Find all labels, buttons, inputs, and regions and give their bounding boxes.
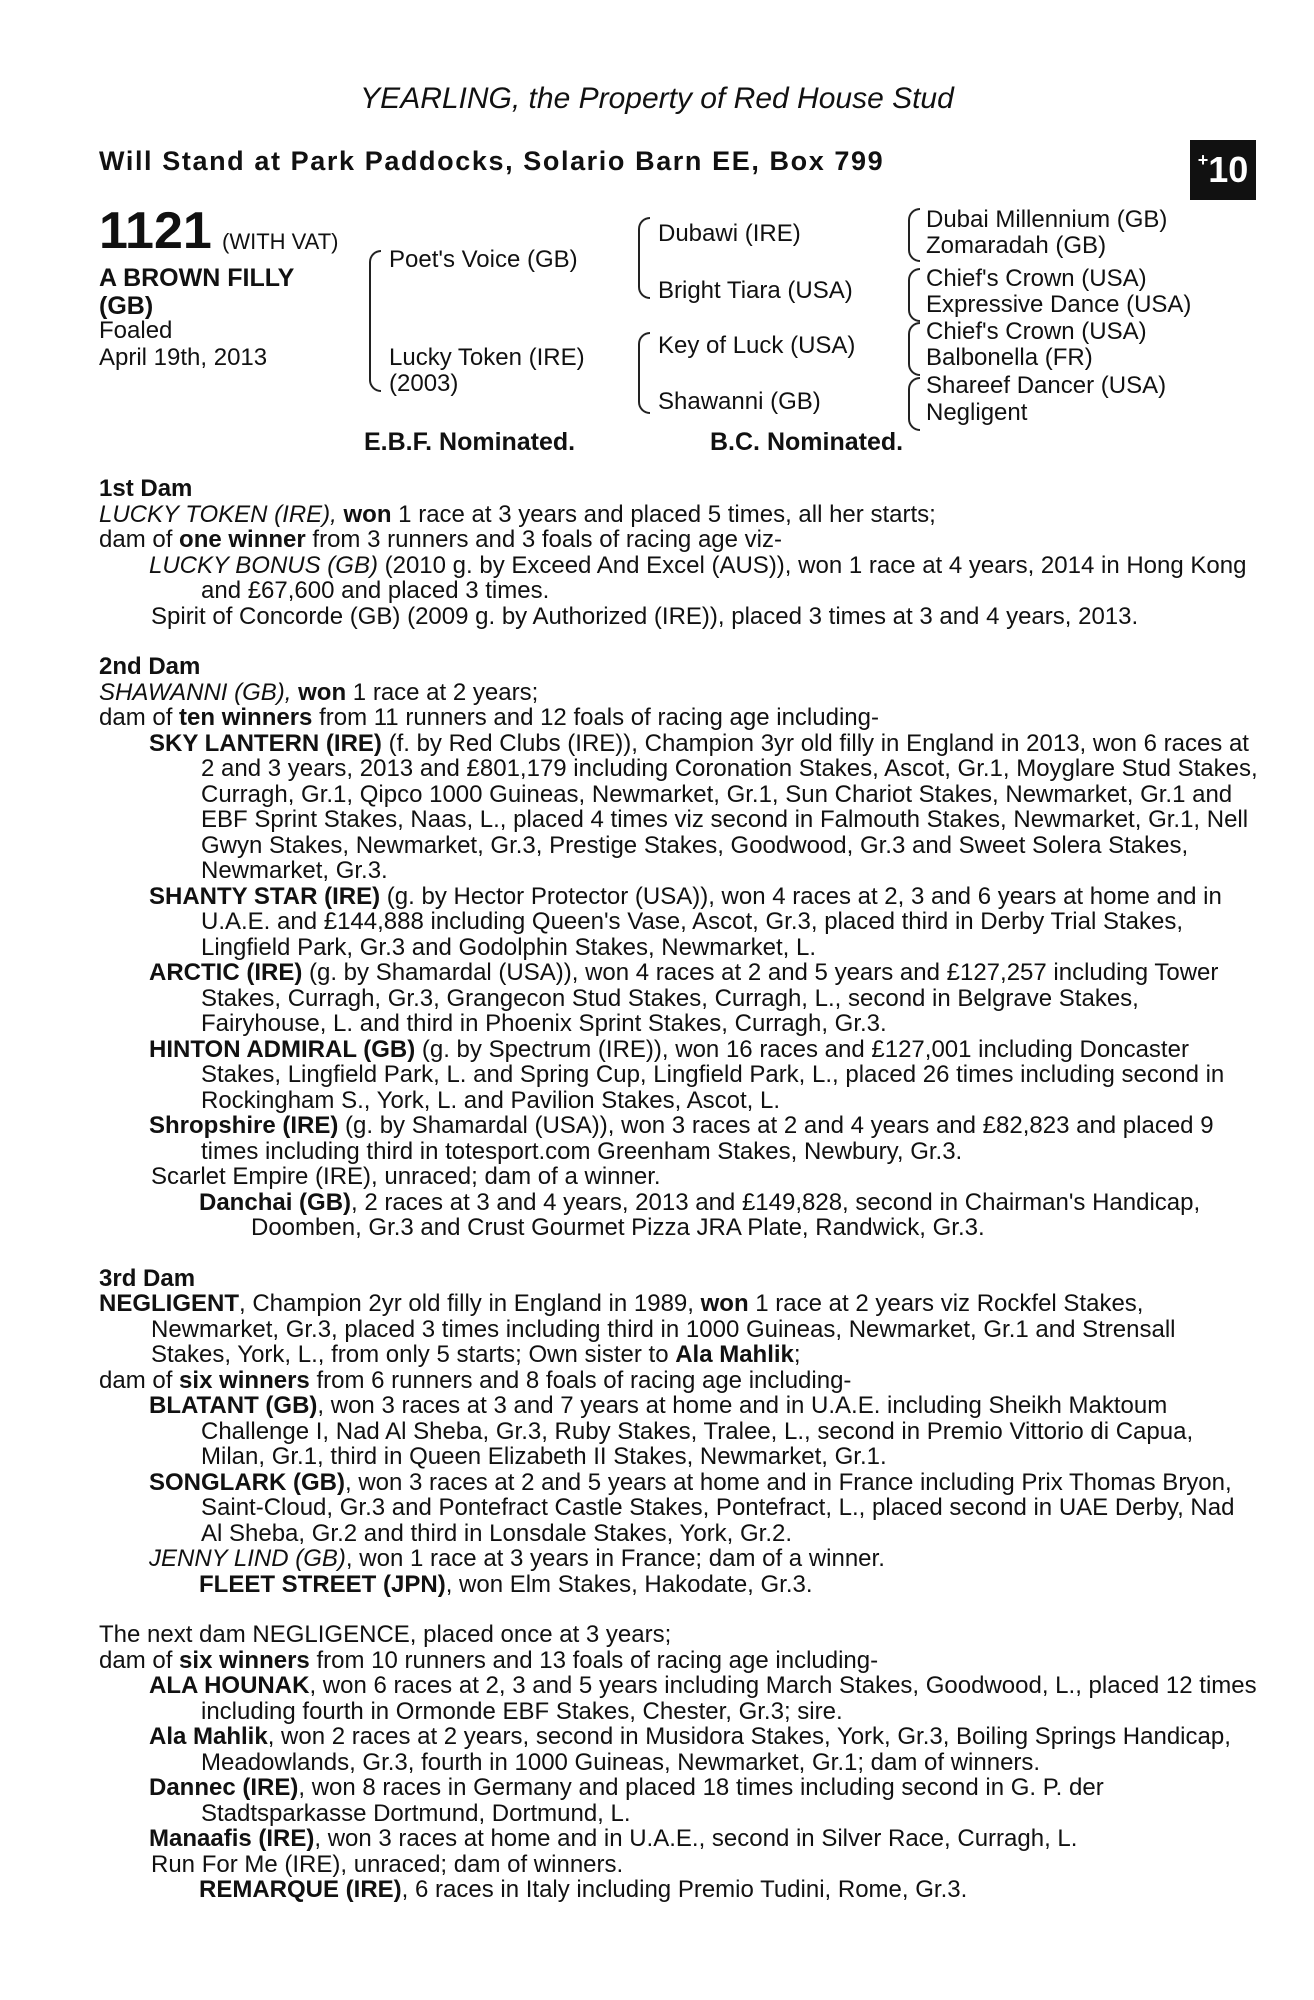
- horse-name: Shropshire (IRE): [149, 1112, 339, 1139]
- horse-name: Manaafis (IRE): [149, 1825, 315, 1852]
- pedigree-ssd: Zomaradah (GB): [926, 232, 1107, 259]
- produce-entry: [99, 1572, 1259, 1598]
- produce-entry: [99, 1190, 1259, 1241]
- pedigree-brace-g2: [908, 268, 920, 322]
- pedigree-brace-dam-parents: [638, 332, 650, 414]
- next-dam-produce-summary: [99, 1648, 1259, 1674]
- text: , won Elm Stakes, Hakodate, Gr.3.: [445, 1570, 813, 1598]
- text: (g. by Hector Protector (USA)), won 4 races at 2, 3 and 6 years at home and in U.A.E. and £144,888 including Queen's Vase, Ascot, Gr.3, placed third in Derby Trial Stakes, Lingfield Park, Gr.3 and Godolphin Stakes, Newmarket, L.: [201, 882, 1222, 961]
- produce-entry: [99, 1724, 1259, 1775]
- text: dam of: [99, 1646, 180, 1674]
- horse-name: FLEET STREET (JPN): [199, 1570, 446, 1598]
- third-dam-heading: 3rd Dam: [99, 1264, 196, 1292]
- pedigree-sdd: Expressive Dance (USA): [926, 291, 1192, 318]
- horse-name: REMARQUE (IRE): [199, 1876, 402, 1903]
- text: from 6 runners and 8 foals of racing age including-: [309, 1366, 852, 1394]
- text: dam of: [99, 704, 180, 731]
- lot-description-line1: A BROWN FILLY: [99, 264, 295, 292]
- first-dam-produce-summary: [99, 527, 1259, 553]
- text: 1 race at 3 years and placed 5 times, all her starts;: [391, 500, 936, 528]
- text: , 6 races in Italy including Premio Tudini, Rome, Gr.3.: [401, 1876, 968, 1903]
- text: (g. by Shamardal (USA)), won 4 races at 2 and 5 years and £127,257 including Tower Stakes, Curragh, Gr.3, Grangecon Stud Stakes, Curragh, L., second in Belgrave Stakes, Fairyhouse, L. and third in Phoenix Sprint Stakes, Curragh, Gr.3.: [201, 959, 1219, 1037]
- page-title: YEARLING, the Property of Red House Stud: [360, 82, 954, 115]
- lot-number: 1121: [99, 202, 212, 260]
- foaled-info: [99, 317, 267, 371]
- produce-entry: [99, 731, 1259, 884]
- pedigree-brace-g4: [908, 377, 920, 431]
- text: 1 race at 2 years viz Rockfel Stakes, Newmarket, Gr.3, placed 3 times including third in 1000 Guineas, Newmarket, Gr.1 and Strensall Stakes, York, L., from only 5 starts; Own sister to: [151, 1290, 1176, 1368]
- horse-name: ALA HOUNAK: [149, 1672, 310, 1699]
- pedigree-dam-year: (2003): [389, 370, 459, 397]
- horse-name: SONGLARK (GB): [149, 1468, 345, 1496]
- pedigree-sire-sire: Dubawi (IRE): [658, 220, 801, 247]
- dam-name: LUCKY TOKEN (IRE),: [99, 500, 337, 528]
- sister-name: Ala Mahlik: [675, 1341, 794, 1368]
- text: dam of: [99, 526, 180, 553]
- horse-name: JENNY LIND (GB): [149, 1545, 346, 1572]
- produce-entry: [99, 1546, 1259, 1572]
- next-dam-line: The next dam NEGLIGENCE, placed once at 3 years;: [99, 1621, 672, 1648]
- text: , won 3 races at home and in U.A.E., second in Silver Race, Curragh, L.: [314, 1825, 1078, 1852]
- text: , won 1 race at 3 years in France; dam of a winner.: [345, 1545, 885, 1572]
- first-dam-line: [99, 502, 1259, 528]
- horse-name: ARCTIC (IRE): [149, 959, 303, 986]
- winner-count: one winner: [179, 526, 306, 553]
- won-label: won: [298, 678, 347, 706]
- text: , 2 races at 3 and 4 years, 2013 and £149,828, second in Chairman's Handicap, Doomben, Gr.3 and Crust Gourmet Pizza JRA Plate, Randwick, Gr.3.: [251, 1188, 1201, 1241]
- produce-entry: [99, 1470, 1259, 1547]
- third-dam-produce-summary: [99, 1368, 1259, 1394]
- text: (2010 g. by Exceed And Excel (AUS)), won 1 race at 4 years, 2014 in Hong Kong and £67,600 and placed 3 times.: [201, 551, 1247, 604]
- dam-name: SHAWANNI (GB),: [99, 678, 292, 706]
- pedigree-sire: Poet's Voice (GB): [389, 246, 578, 273]
- text: (g. by Shamardal (USA)), won 3 races at 2 and 4 years and £82,823 and placed 9 times including third in totesport.com Greenham Stakes, Newbury, Gr.3.: [201, 1112, 1214, 1165]
- lot-vat: (WITH VAT): [222, 229, 339, 254]
- produce-entry: [99, 1775, 1259, 1826]
- first-dam-heading: 1st Dam: [99, 475, 193, 502]
- text: , won 3 races at 3 and 7 years at home and in U.A.E. including Sheikh Maktoum Challenge I, Nad Al Sheba, Gr.3, Ruby Stakes, Tralee, L., second in Premio Vittorio di Capua, Milan, Gr.1, third in Queen Elizabeth II Stakes, Newmarket, Gr.1.: [201, 1392, 1194, 1470]
- text: 1 race at 2 years;: [346, 678, 539, 706]
- horse-name: BLATANT (GB): [149, 1392, 318, 1419]
- pedigree-dam: Lucky Token (IRE): [389, 344, 585, 371]
- text: from 11 runners and 12 foals of racing age including-: [312, 704, 879, 731]
- horse-name: HINTON ADMIRAL (GB): [149, 1035, 416, 1063]
- produce-entry: [99, 553, 1259, 604]
- produce-entry: Run For Me (IRE), unraced; dam of winners.: [151, 1850, 624, 1878]
- bc-nominated: B.C. Nominated.: [710, 428, 904, 456]
- pedigree-dds: Shareef Dancer (USA): [926, 372, 1167, 399]
- pedigree-brace-g3: [908, 322, 920, 376]
- pedigree-dsd: Balbonella (FR): [926, 344, 1093, 371]
- covering-badge: [1190, 140, 1256, 200]
- pedigree-dam-dam: Shawanni (GB): [658, 388, 821, 415]
- text: (f. by Red Clubs (IRE)), Champion 3yr old filly in England in 2013, won 6 races at 2 and 3 years, 2013 and £801,179 including Coronation Stakes, Ascot, Gr.1, Moyglare Stud Stakes, Curragh, Gr.1, Qipco 1000 Guineas, Newmarket, Gr.1, Sun Chariot Stakes, Newmarket, Gr.1 and EBF Sprint Stakes, Naas, L., placed 4 times viz second in Falmouth Stakes, Newmarket, Gr.1, Nell Gwyn Stakes, Newmarket, Gr.3, Prestige Stakes, Goodwood, Gr.3 and Sweet Solera Stakes, Newmarket, Gr.3.: [201, 729, 1258, 884]
- pedigree-dam-sire: Key of Luck (USA): [658, 332, 856, 359]
- pedigree-brace-sire-dam: [369, 250, 381, 392]
- text: from 10 runners and 13 foals of racing age including-: [309, 1646, 879, 1674]
- horse-name: SHANTY STAR (IRE): [149, 882, 381, 910]
- second-dam-produce-summary: [99, 705, 1259, 731]
- produce-entry: [99, 1113, 1259, 1164]
- produce-entry: [99, 1393, 1259, 1470]
- won-label: won: [700, 1290, 749, 1317]
- winner-count: six winners: [179, 1646, 310, 1674]
- stand-location: Will Stand at Park Paddocks, Solario Barn EE, Box 799: [99, 146, 885, 176]
- third-dam-line: [99, 1291, 1259, 1368]
- badge-number: 10: [1208, 149, 1249, 190]
- foaled-label: Foaled: [99, 317, 173, 344]
- lot-description-line2: (GB): [99, 292, 154, 320]
- produce-entry: [99, 1826, 1259, 1852]
- produce-entry: Spirit of Concorde (GB) (2009 g. by Authorized (IRE)), placed 3 times at 3 and 4 years, 2013.: [151, 602, 1139, 630]
- horse-name: Dannec (IRE): [149, 1774, 299, 1801]
- pedigree-ddd: Negligent: [926, 399, 1028, 426]
- text: , won 6 races at 2, 3 and 5 years including March Stakes, Goodwood, L., placed 12 times including fourth in Ormonde EBF Stakes, Chester, Gr.3; sire.: [201, 1672, 1257, 1725]
- text: , won 8 races in Germany and placed 18 times including second in G. P. der Stadtsparkasse Dortmund, Dortmund, L.: [201, 1774, 1104, 1827]
- second-dam-heading: 2nd Dam: [99, 653, 201, 680]
- pedigree-brace-sire-parents: [638, 217, 650, 299]
- winner-count: ten winners: [179, 704, 313, 731]
- produce-entry: [99, 1037, 1259, 1114]
- pedigree-sds: Chief's Crown (USA): [926, 265, 1147, 292]
- text: dam of: [99, 1366, 180, 1394]
- text: , won 3 races at 2 and 5 years at home and in France including Prix Thomas Bryon, Saint-Cloud, Gr.3 and Pontefract Castle Stakes, Pontefract, L., placed second in UAE Derby, Nad Al Sheba, Gr.2 and third in Lonsdale Stakes, York, Gr.2.: [201, 1468, 1235, 1547]
- text: , Champion 2yr old filly in England in 1989,: [239, 1290, 701, 1317]
- text: , won 2 races at 2 years, second in Musidora Stakes, York, Gr.3, Boiling Springs Handicap, Meadowlands, Gr.3, fourth in 1000 Guineas, Newmarket, Gr.1; dam of winners.: [201, 1723, 1231, 1776]
- winner-count: six winners: [179, 1366, 310, 1394]
- ebf-nominated: E.B.F. Nominated.: [364, 428, 576, 456]
- lot-description: [99, 264, 294, 320]
- pedigree-sire-dam: Bright Tiara (USA): [658, 277, 853, 304]
- produce-entry: Scarlet Empire (IRE), unraced; dam of a winner.: [151, 1163, 661, 1190]
- horse-name: Danchai (GB): [199, 1188, 352, 1216]
- text: ;: [793, 1341, 801, 1368]
- second-dam-line: [99, 680, 1259, 706]
- foaled-date: April 19th, 2013: [99, 344, 268, 371]
- horse-name: SKY LANTERN (IRE): [149, 729, 382, 757]
- won-label: won: [343, 500, 392, 528]
- catalogue-body: [99, 476, 1259, 1903]
- horse-name: Ala Mahlik: [149, 1723, 268, 1750]
- horse-name: LUCKY BONUS (GB): [149, 551, 378, 579]
- dam-name: NEGLIGENT: [99, 1290, 240, 1317]
- badge-mark: +: [1197, 149, 1209, 170]
- produce-entry: [99, 1877, 1259, 1903]
- produce-entry: [99, 1673, 1259, 1724]
- produce-entry: [99, 960, 1259, 1037]
- pedigree-dss: Chief's Crown (USA): [926, 318, 1147, 345]
- produce-entry: [99, 884, 1259, 961]
- pedigree-sss: Dubai Millennium (GB): [926, 206, 1168, 233]
- text: from 3 runners and 3 foals of racing age viz-: [305, 526, 782, 553]
- pedigree-brace-g1: [908, 208, 920, 262]
- text: (g. by Spectrum (IRE)), won 16 races and £127,001 including Doncaster Stakes, Lingfield Park, L. and Spring Cup, Lingfield Park, L., placed 26 times including second in Rockingham S., York, L. and Pavilion Stakes, Ascot, L.: [201, 1035, 1225, 1114]
